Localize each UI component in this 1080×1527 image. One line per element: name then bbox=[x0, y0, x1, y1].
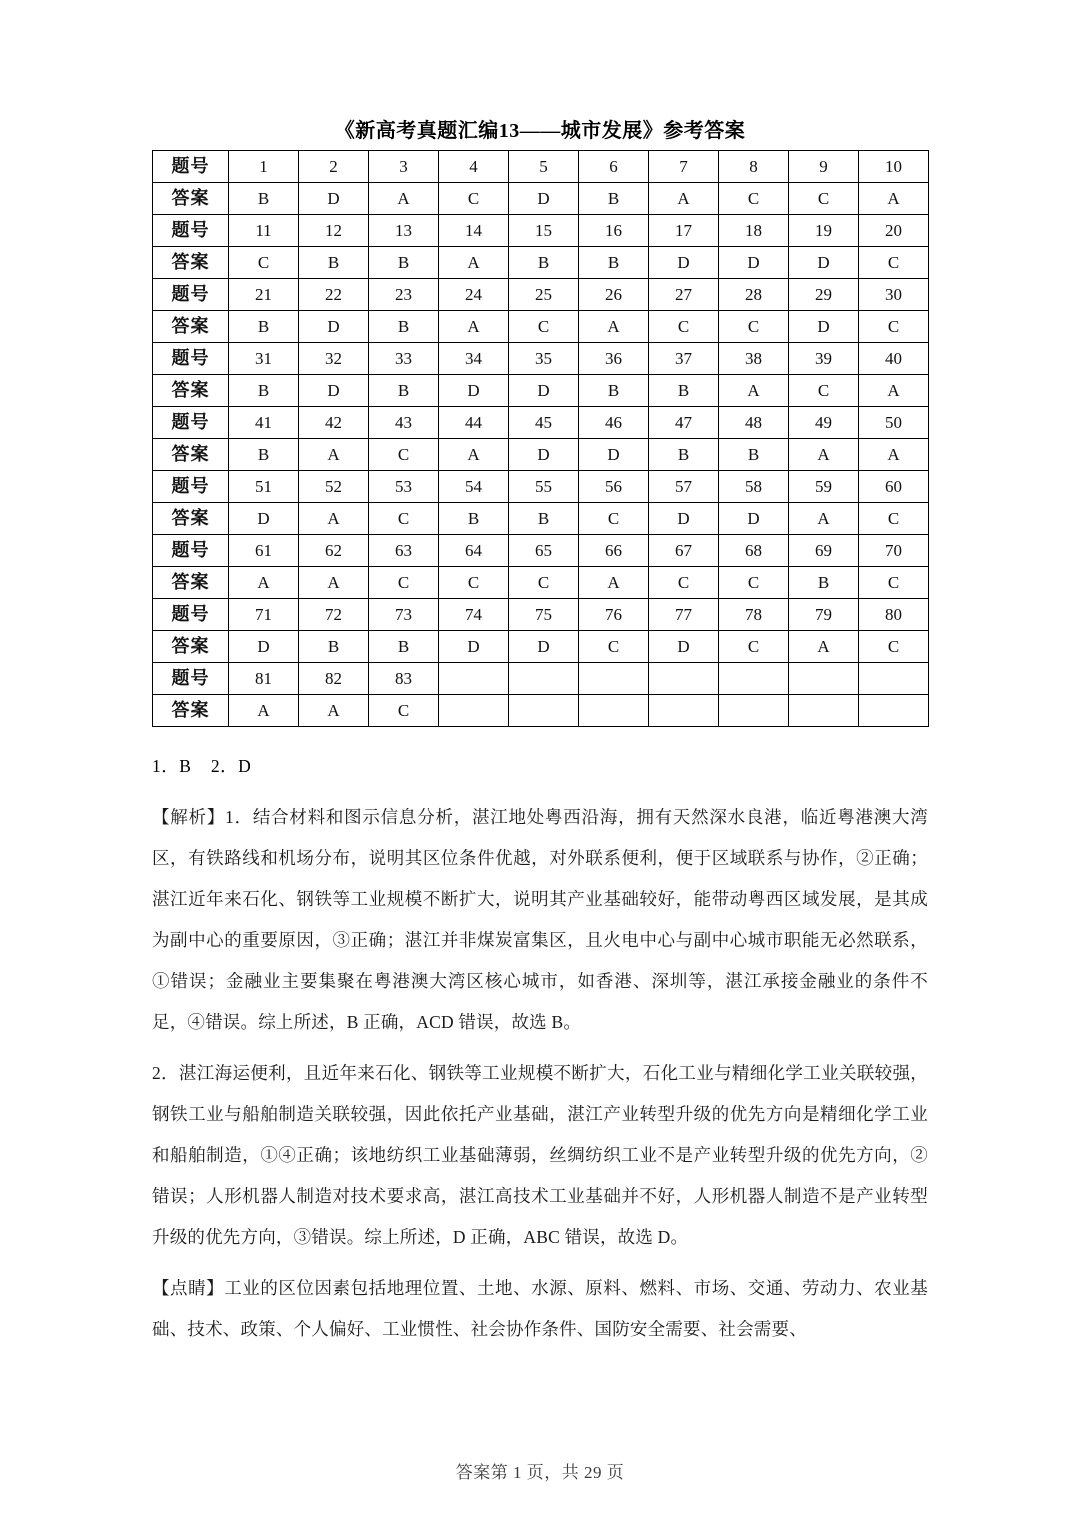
table-row bbox=[153, 535, 929, 567]
explanation-paragraph: 【解析】1．结合材料和图示信息分析，湛江地处粤西沿海，拥有天然深水良港，临近粤港澳大湾区，有铁路线和机场分布，说明其区位条件优越，对外联系便利，便于区域联系与协作，②正确；湛江近年来石化、钢铁等工业规模不断扩大，说明其产业基础较好，能带动粤西区域发展，是其成为副中心的重要原因，③正确；湛江并非煤炭富集区，且火电中心与副中心城市职能无必然联系，①错误；金融业主要集聚在粤港澳大湾区核心城市，如香港、深圳等，湛江承接金融业的条件不足，④错误。综上所述，B 正确，ACD 错误，故选 B。 bbox=[152, 807, 928, 1032]
question-number-cell: 65 bbox=[509, 535, 579, 567]
question-number-cell: 53 bbox=[369, 471, 439, 503]
question-number-cell: 51 bbox=[229, 471, 299, 503]
question-row-label: 题号 bbox=[153, 407, 229, 439]
answer-cell: B bbox=[299, 631, 369, 663]
question-number-cell: 6 bbox=[579, 151, 649, 183]
question-number-cell: 39 bbox=[789, 343, 859, 375]
question-number-cell bbox=[579, 663, 649, 695]
answer-cell: D bbox=[509, 183, 579, 215]
answer-cell: A bbox=[439, 311, 509, 343]
question-number-cell: 9 bbox=[789, 151, 859, 183]
question-number-cell bbox=[649, 663, 719, 695]
question-number-cell: 44 bbox=[439, 407, 509, 439]
answer-cell bbox=[719, 695, 789, 727]
answer-cell: A bbox=[369, 183, 439, 215]
question-number-cell: 2 bbox=[299, 151, 369, 183]
answer-table-body bbox=[153, 151, 929, 727]
answer-cell: A bbox=[579, 311, 649, 343]
question-number-cell: 67 bbox=[649, 535, 719, 567]
question-row-label: 题号 bbox=[153, 471, 229, 503]
answer-row-label: 答案 bbox=[153, 439, 229, 471]
answer-cell: D bbox=[789, 311, 859, 343]
answer-cell: B bbox=[579, 375, 649, 407]
question-number-cell: 71 bbox=[229, 599, 299, 631]
question-number-cell: 82 bbox=[299, 663, 369, 695]
question-row-label: 题号 bbox=[153, 151, 229, 183]
answer-cell: C bbox=[649, 567, 719, 599]
question-number-cell: 66 bbox=[579, 535, 649, 567]
answer-cell: B bbox=[369, 375, 439, 407]
table-row bbox=[153, 343, 929, 375]
answer-cell: D bbox=[229, 503, 299, 535]
question-number-cell: 15 bbox=[509, 215, 579, 247]
answer-cell: C bbox=[719, 183, 789, 215]
question-number-cell: 21 bbox=[229, 279, 299, 311]
question-number-cell: 36 bbox=[579, 343, 649, 375]
question-number-cell bbox=[719, 663, 789, 695]
answer-cell bbox=[579, 695, 649, 727]
table-row bbox=[153, 439, 929, 471]
question-number-cell: 63 bbox=[369, 535, 439, 567]
answer-cell: C bbox=[369, 439, 439, 471]
question-row-label: 题号 bbox=[153, 663, 229, 695]
answer-cell: B bbox=[369, 247, 439, 279]
answer-cell: A bbox=[789, 439, 859, 471]
question-number-cell: 5 bbox=[509, 151, 579, 183]
question-number-cell: 74 bbox=[439, 599, 509, 631]
question-number-cell: 14 bbox=[439, 215, 509, 247]
table-row bbox=[153, 279, 929, 311]
answer-cell: C bbox=[439, 567, 509, 599]
table-row bbox=[153, 215, 929, 247]
answer-cell: D bbox=[299, 183, 369, 215]
answer-cell: A bbox=[649, 183, 719, 215]
question-number-cell: 70 bbox=[859, 535, 929, 567]
question-number-cell: 55 bbox=[509, 471, 579, 503]
answer-cell: B bbox=[789, 567, 859, 599]
question-number-cell: 72 bbox=[299, 599, 369, 631]
answer-cell: C bbox=[719, 631, 789, 663]
question-number-cell: 35 bbox=[509, 343, 579, 375]
question-number-cell: 73 bbox=[369, 599, 439, 631]
answer-cell: D bbox=[719, 503, 789, 535]
answer-cell: B bbox=[229, 183, 299, 215]
question-number-cell: 38 bbox=[719, 343, 789, 375]
question-number-cell: 1 bbox=[229, 151, 299, 183]
table-row bbox=[153, 151, 929, 183]
answer-row-label: 答案 bbox=[153, 183, 229, 215]
answer-cell: A bbox=[299, 567, 369, 599]
question-number-cell: 80 bbox=[859, 599, 929, 631]
question-number-cell: 37 bbox=[649, 343, 719, 375]
answer-key-table bbox=[152, 150, 929, 727]
question-number-cell: 60 bbox=[859, 471, 929, 503]
question-number-cell: 16 bbox=[579, 215, 649, 247]
question-number-cell: 8 bbox=[719, 151, 789, 183]
question-number-cell bbox=[509, 663, 579, 695]
question-number-cell: 13 bbox=[369, 215, 439, 247]
question-number-cell: 49 bbox=[789, 407, 859, 439]
answer-cell: A bbox=[299, 503, 369, 535]
answer-cell: B bbox=[299, 247, 369, 279]
page-title: 《新高考真题汇编13——城市发展》参考答案 bbox=[334, 120, 746, 142]
answer-cell: D bbox=[229, 631, 299, 663]
answer-cell bbox=[859, 695, 929, 727]
question-number-cell: 20 bbox=[859, 215, 929, 247]
answer-cell: C bbox=[579, 503, 649, 535]
answer-cell: C bbox=[509, 567, 579, 599]
answer-cell: B bbox=[509, 503, 579, 535]
answer-cell: C bbox=[859, 503, 929, 535]
answer-cell: A bbox=[859, 183, 929, 215]
answer-cell: C bbox=[369, 503, 439, 535]
answer-cell: C bbox=[509, 311, 579, 343]
answer-cell: B bbox=[369, 631, 439, 663]
answer-cell: C bbox=[369, 567, 439, 599]
question-number-cell: 12 bbox=[299, 215, 369, 247]
question-number-cell: 54 bbox=[439, 471, 509, 503]
question-number-cell: 46 bbox=[579, 407, 649, 439]
question-number-cell: 78 bbox=[719, 599, 789, 631]
answer-cell: C bbox=[789, 183, 859, 215]
question-number-cell: 41 bbox=[229, 407, 299, 439]
answer-cell: C bbox=[719, 311, 789, 343]
question-number-cell: 26 bbox=[579, 279, 649, 311]
question-number-cell: 48 bbox=[719, 407, 789, 439]
question-number-cell: 64 bbox=[439, 535, 509, 567]
table-row bbox=[153, 407, 929, 439]
question-number-cell: 33 bbox=[369, 343, 439, 375]
question-number-cell: 42 bbox=[299, 407, 369, 439]
answer-cell: C bbox=[579, 631, 649, 663]
answer-cell: B bbox=[229, 311, 299, 343]
answer-row-label: 答案 bbox=[153, 311, 229, 343]
answer-row-label: 答案 bbox=[153, 375, 229, 407]
question-number-cell: 22 bbox=[299, 279, 369, 311]
answer-cell: B bbox=[369, 311, 439, 343]
answer-cell: C bbox=[859, 567, 929, 599]
answer-cell: A bbox=[299, 695, 369, 727]
question-number-cell: 69 bbox=[789, 535, 859, 567]
question-number-cell: 23 bbox=[369, 279, 439, 311]
table-row bbox=[153, 631, 929, 663]
answer-cell: C bbox=[719, 567, 789, 599]
answer-cell: D bbox=[649, 631, 719, 663]
answer-cell: B bbox=[649, 439, 719, 471]
question-number-cell: 24 bbox=[439, 279, 509, 311]
question-number-cell: 75 bbox=[509, 599, 579, 631]
question-number-cell: 31 bbox=[229, 343, 299, 375]
answer-row-label: 答案 bbox=[153, 631, 229, 663]
explanation-paragraph: 【点睛】工业的区位因素包括地理位置、土地、水源、原料、燃料、市场、交通、劳动力、农业基础、技术、政策、个人偏好、工业惯性、社会协作条件、国防安全需要、社会需要、 bbox=[152, 1278, 928, 1339]
question-number-cell: 62 bbox=[299, 535, 369, 567]
answer-row-label: 答案 bbox=[153, 567, 229, 599]
table-row bbox=[153, 503, 929, 535]
question-number-cell: 81 bbox=[229, 663, 299, 695]
answer-cell: D bbox=[439, 375, 509, 407]
answer-cell: D bbox=[789, 247, 859, 279]
question-number-cell: 7 bbox=[649, 151, 719, 183]
page-footer: 答案第 1 页，共 29 页 bbox=[455, 1463, 625, 1482]
question-number-cell: 76 bbox=[579, 599, 649, 631]
answer-cell: D bbox=[649, 247, 719, 279]
question-number-cell: 45 bbox=[509, 407, 579, 439]
question-number-cell: 56 bbox=[579, 471, 649, 503]
answer-cell: D bbox=[299, 311, 369, 343]
question-row-label: 题号 bbox=[153, 535, 229, 567]
answer-cell: A bbox=[859, 439, 929, 471]
question-number-cell: 30 bbox=[859, 279, 929, 311]
page-content bbox=[152, 118, 928, 1350]
table-row bbox=[153, 567, 929, 599]
question-number-cell: 61 bbox=[229, 535, 299, 567]
answer-cell: A bbox=[229, 695, 299, 727]
question-number-cell: 25 bbox=[509, 279, 579, 311]
answer-cell: A bbox=[439, 439, 509, 471]
answer-cell: B bbox=[509, 247, 579, 279]
answer-row-label: 答案 bbox=[153, 247, 229, 279]
question-number-cell: 17 bbox=[649, 215, 719, 247]
question-number-cell: 52 bbox=[299, 471, 369, 503]
answer-cell: C bbox=[859, 247, 929, 279]
answer-cell: A bbox=[299, 439, 369, 471]
question-number-cell: 40 bbox=[859, 343, 929, 375]
explanation-paragraphs bbox=[152, 797, 928, 1350]
answer-cell: D bbox=[649, 503, 719, 535]
question-number-cell: 79 bbox=[789, 599, 859, 631]
answer-cell bbox=[509, 695, 579, 727]
answer-cell: A bbox=[859, 375, 929, 407]
answer-cell: D bbox=[509, 375, 579, 407]
answer-cell: D bbox=[509, 631, 579, 663]
answer-cell: A bbox=[719, 375, 789, 407]
question-number-cell: 28 bbox=[719, 279, 789, 311]
answer-cell: B bbox=[439, 503, 509, 535]
answer-cell bbox=[789, 695, 859, 727]
answer-cell: D bbox=[439, 631, 509, 663]
answer-cell: C bbox=[439, 183, 509, 215]
question-number-cell: 59 bbox=[789, 471, 859, 503]
table-row bbox=[153, 183, 929, 215]
question-number-cell: 11 bbox=[229, 215, 299, 247]
answer-cell: B bbox=[579, 247, 649, 279]
question-number-cell: 34 bbox=[439, 343, 509, 375]
table-row bbox=[153, 471, 929, 503]
question-number-cell: 19 bbox=[789, 215, 859, 247]
question-number-cell: 83 bbox=[369, 663, 439, 695]
short-answer-line: 1．B 2．D bbox=[152, 756, 252, 776]
question-number-cell: 29 bbox=[789, 279, 859, 311]
answer-cell: B bbox=[719, 439, 789, 471]
answer-cell: D bbox=[509, 439, 579, 471]
table-row bbox=[153, 663, 929, 695]
question-number-cell: 27 bbox=[649, 279, 719, 311]
question-number-cell: 57 bbox=[649, 471, 719, 503]
answer-cell bbox=[649, 695, 719, 727]
answer-cell: A bbox=[789, 631, 859, 663]
answer-cell: A bbox=[579, 567, 649, 599]
table-row bbox=[153, 375, 929, 407]
question-row-label: 题号 bbox=[153, 343, 229, 375]
question-number-cell bbox=[439, 663, 509, 695]
answer-cell: C bbox=[369, 695, 439, 727]
answer-cell: C bbox=[649, 311, 719, 343]
answer-cell: C bbox=[859, 311, 929, 343]
question-number-cell: 4 bbox=[439, 151, 509, 183]
answer-cell: D bbox=[579, 439, 649, 471]
question-number-cell bbox=[789, 663, 859, 695]
answer-cell: A bbox=[229, 567, 299, 599]
answer-cell: D bbox=[299, 375, 369, 407]
answer-cell: A bbox=[439, 247, 509, 279]
question-number-cell: 77 bbox=[649, 599, 719, 631]
question-number-cell: 58 bbox=[719, 471, 789, 503]
question-number-cell: 68 bbox=[719, 535, 789, 567]
question-row-label: 题号 bbox=[153, 215, 229, 247]
question-number-cell: 18 bbox=[719, 215, 789, 247]
answer-cell: B bbox=[649, 375, 719, 407]
table-row bbox=[153, 247, 929, 279]
table-row bbox=[153, 695, 929, 727]
table-row bbox=[153, 599, 929, 631]
answer-cell: B bbox=[229, 439, 299, 471]
question-number-cell bbox=[859, 663, 929, 695]
question-row-label: 题号 bbox=[153, 599, 229, 631]
answer-row-label: 答案 bbox=[153, 695, 229, 727]
answer-cell: C bbox=[789, 375, 859, 407]
table-row bbox=[153, 311, 929, 343]
answer-cell: A bbox=[789, 503, 859, 535]
answer-cell: B bbox=[229, 375, 299, 407]
question-number-cell: 32 bbox=[299, 343, 369, 375]
question-number-cell: 50 bbox=[859, 407, 929, 439]
question-number-cell: 3 bbox=[369, 151, 439, 183]
answer-cell bbox=[439, 695, 509, 727]
answer-cell: C bbox=[229, 247, 299, 279]
explanation-paragraph: 2．湛江海运便利，且近年来石化、钢铁等工业规模不断扩大，石化工业与精细化学工业关联较强，钢铁工业与船舶制造关联较强，因此依托产业基础，湛江产业转型升级的优先方向是精细化学工业和船舶制造，①④正确；该地纺织工业基础薄弱，丝绸纺织工业不是产业转型升级的优先方向，②错误；人形机器人制造对技术要求高，湛江高技术工业基础并不好，人形机器人制造不是产业转型升级的优先方向，③错误。综上所述，D 正确，ABC 错误，故选 D。 bbox=[152, 1063, 928, 1247]
answer-cell: D bbox=[719, 247, 789, 279]
question-row-label: 题号 bbox=[153, 279, 229, 311]
answer-cell: B bbox=[579, 183, 649, 215]
question-number-cell: 47 bbox=[649, 407, 719, 439]
answer-cell: C bbox=[859, 631, 929, 663]
question-number-cell: 43 bbox=[369, 407, 439, 439]
question-number-cell: 10 bbox=[859, 151, 929, 183]
answer-row-label: 答案 bbox=[153, 503, 229, 535]
